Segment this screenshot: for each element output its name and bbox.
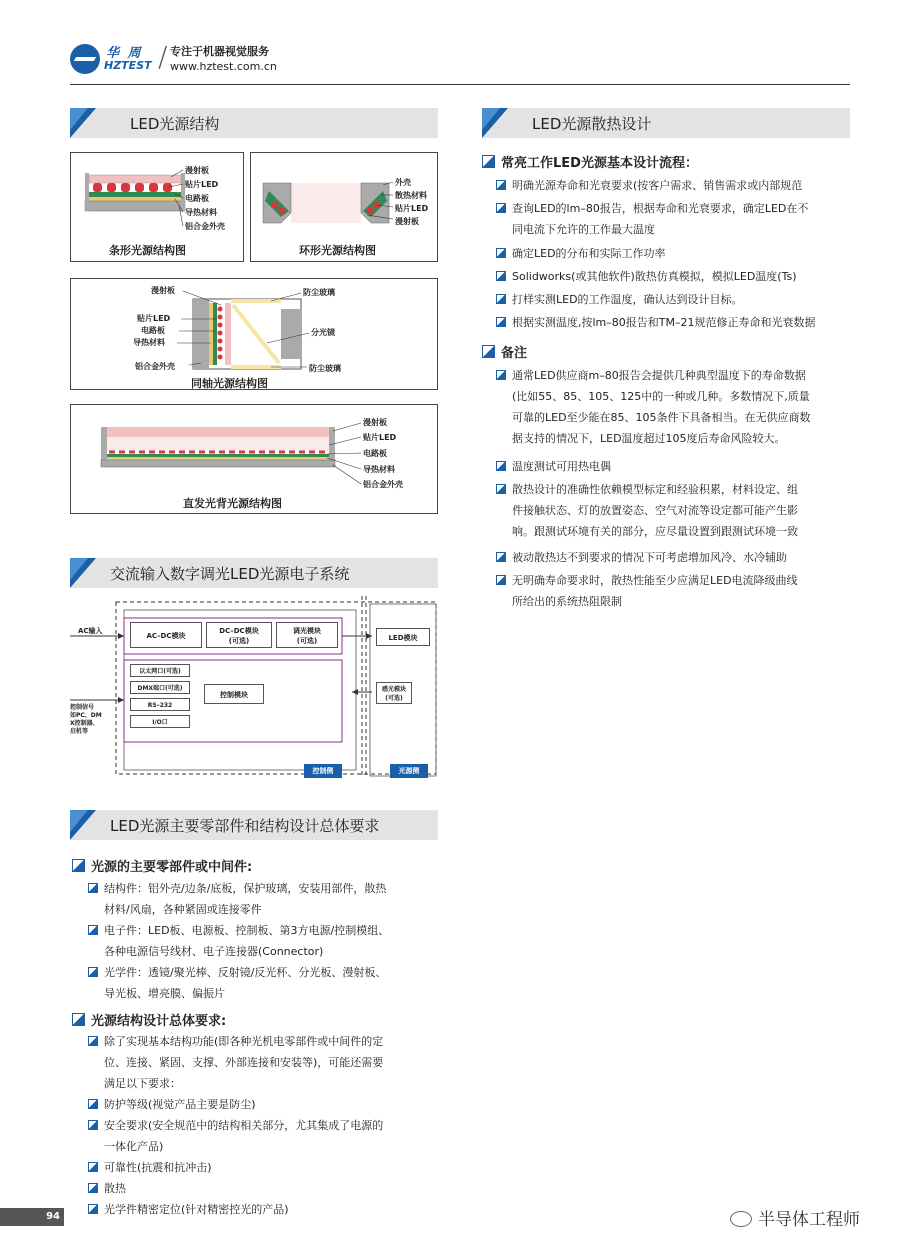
system-dcdc-module: DC–DC模块 (可选) bbox=[206, 622, 272, 648]
bullet-icon bbox=[88, 1183, 98, 1193]
figure-bar-light bbox=[70, 152, 244, 262]
system-control-module: 控制模块 bbox=[204, 684, 264, 704]
page-header bbox=[70, 40, 850, 85]
bullet-icon bbox=[88, 883, 98, 893]
logo-en: HZTEST bbox=[104, 59, 152, 72]
section-thermal bbox=[482, 108, 850, 138]
section-structure bbox=[70, 108, 438, 138]
bullet-icon bbox=[496, 461, 506, 471]
figure-ring-light bbox=[250, 152, 438, 262]
coax-label-led: 贴片LED bbox=[137, 314, 171, 323]
system-light-side: 光源侧 bbox=[390, 764, 428, 778]
bar-label-diffuser: 漫射板 bbox=[185, 166, 209, 175]
header-url[interactable]: www.hztest.com.cn bbox=[170, 60, 277, 73]
system-led-module: LED模块 bbox=[376, 628, 430, 646]
section-marker-inner-icon bbox=[70, 558, 88, 580]
thermal-note: 通常LED供应商m–80报告会提供几种典型温度下的寿命数据 (比如55、85、105、125中的一种或几种。多数情况下,质量 可靠的LED至少能在85、105条件下具备相当。在无供应商数 据支持的情况下，LED温度超过105度后寿命风险较大。 bbox=[512, 365, 852, 449]
components-item: 散热 bbox=[104, 1178, 440, 1199]
ring-label-thermal: 散热材料 bbox=[395, 191, 427, 200]
bullet-icon bbox=[496, 180, 506, 190]
thermal-note: 散热设计的准确性依赖模型标定和经验积累，材料设定、组 件接触状态、灯的放置姿态、空气对流等设定都可能产生影 响。跟测试环境有关的部分，应尽量设置到跟测试环境一致 bbox=[512, 479, 852, 542]
bullet-icon bbox=[88, 1120, 98, 1130]
thermal-note: 被动散热达不到要求的情况下可考虑增加风冷、水冷辅助 bbox=[512, 547, 852, 568]
thermal-item: 查询LED的lm–80报告，根据寿命和光衰要求，确定LED在不 同电流下允许的工作最大温度 bbox=[512, 198, 852, 240]
section-ac-system bbox=[70, 558, 438, 588]
bullet-icon bbox=[496, 317, 506, 327]
coax-label-thermal: 导热材料 bbox=[133, 338, 165, 347]
components-item: 电子件：LED板、电源板、控制板、第3方电源/控制模组、 各种电源信号线材、电子连接器(Connector) bbox=[104, 920, 440, 962]
header-tagline: 专注于机器视觉服务 bbox=[170, 45, 269, 58]
section-structure-title: LED光源结构 bbox=[130, 115, 220, 133]
ring-label-housing: 外壳 bbox=[395, 178, 411, 187]
thermal-note: 温度测试可用热电偶 bbox=[512, 456, 852, 477]
system-port-io: I/O口 bbox=[130, 715, 190, 728]
backlight-label-housing: 铝合金外壳 bbox=[363, 480, 403, 489]
components-item: 可靠性(抗震和抗冲击) bbox=[104, 1157, 440, 1178]
section-ac-system-title: 交流输入数字调光LED光源电子系统 bbox=[110, 565, 350, 583]
bar-label-led: 贴片LED bbox=[185, 180, 219, 189]
bullet-icon bbox=[88, 1036, 98, 1046]
header-divider: / bbox=[158, 40, 168, 73]
thermal-item: 打样实测LED的工作温度，确认达到设计目标。 bbox=[512, 289, 852, 310]
components-heading-2: 光源结构设计总体要求: bbox=[72, 1010, 226, 1029]
bullet-icon bbox=[88, 1099, 98, 1109]
bullet-icon bbox=[88, 925, 98, 935]
system-dimming-module: 调光模块 (可选) bbox=[276, 622, 338, 648]
system-port-dmx: DMX端口(可选) bbox=[130, 681, 190, 694]
bullet-icon bbox=[496, 294, 506, 304]
bullet-icon bbox=[496, 370, 506, 380]
components-item: 光学件：透镜/聚光棒、反射镜/反光杯、分光板、漫射板、 导光板、增亮膜、偏振片 bbox=[104, 962, 440, 1004]
backlight-label-led: 贴片LED bbox=[363, 433, 397, 442]
components-item: 结构件：铝外壳/边条/底板，保护玻璃，安装用部件，散热 材料/风扇，各种紧固或连接零件 bbox=[104, 878, 440, 920]
thermal-heading-1: 常亮工作LED光源基本设计流程： bbox=[482, 152, 698, 171]
section-marker-inner-icon bbox=[482, 108, 500, 130]
bar-label-pcb: 电路板 bbox=[185, 194, 209, 203]
backlight-caption: 直发光背光源结构图 bbox=[183, 497, 282, 510]
bullet-icon bbox=[496, 484, 506, 494]
system-acdc-module: AC–DC模块 bbox=[130, 622, 202, 648]
coax-label-glass-top: 防尘玻璃 bbox=[303, 288, 335, 297]
bar-label-thermal: 导热材料 bbox=[185, 208, 217, 217]
backlight-label-thermal: 导热材料 bbox=[363, 465, 395, 474]
bullet-icon bbox=[88, 967, 98, 977]
wechat-icon bbox=[730, 1211, 752, 1227]
components-item: 防护等级(视觉产品主要是防尘) bbox=[104, 1094, 440, 1115]
section-thermal-title: LED光源散热设计 bbox=[532, 115, 652, 133]
bullet-icon bbox=[496, 271, 506, 281]
section-components bbox=[70, 810, 438, 840]
figure-coaxial-light bbox=[70, 278, 438, 390]
thermal-item: Solidworks(或其他软件)散热仿真模拟，模拟LED温度(Ts) bbox=[512, 266, 852, 287]
system-sensor-module: 感光模块 (可选) bbox=[376, 682, 412, 704]
bullet-icon bbox=[88, 1162, 98, 1172]
bullet-icon bbox=[496, 575, 506, 585]
ring-caption: 环形光源结构图 bbox=[299, 244, 376, 257]
bar-caption: 条形光源结构图 bbox=[109, 244, 186, 257]
thermal-heading-2: 备注 bbox=[482, 342, 527, 361]
thermal-item: 根据实测温度,按lm–80报告和TM–21规范修正寿命和光衰数据 bbox=[512, 312, 852, 333]
bar-label-housing: 铝合金外壳 bbox=[185, 222, 225, 231]
backlight-label-diffuser: 漫射板 bbox=[363, 418, 387, 427]
system-control-input: 控制信号 如PC、DM X控制器、 启机等 bbox=[70, 704, 102, 735]
thermal-item: 明确光源寿命和光衰要求(按客户需求、销售需求或内部规范 bbox=[512, 175, 852, 196]
coax-label-glass-bottom: 防尘玻璃 bbox=[309, 364, 341, 373]
section-marker-inner-icon bbox=[70, 810, 88, 832]
system-control-side: 控制侧 bbox=[304, 764, 342, 778]
coax-label-housing: 铝合金外壳 bbox=[135, 362, 175, 371]
backlight-label-pcb: 电路板 bbox=[363, 449, 387, 458]
system-port-rs232: RS–232 bbox=[130, 698, 190, 711]
bullet-icon bbox=[496, 203, 506, 213]
coax-label-pcb: 电路板 bbox=[141, 326, 165, 335]
components-heading-1: 光源的主要零部件或中间件: bbox=[72, 856, 252, 875]
coax-label-diffuser: 漫射板 bbox=[151, 286, 175, 295]
components-item: 光学件精密定位(针对精密控光的产品) bbox=[104, 1199, 440, 1220]
logo-cn: 华 周 bbox=[106, 46, 143, 61]
page-number: 94 bbox=[0, 1208, 64, 1226]
coax-label-splitter: 分光镜 bbox=[311, 328, 335, 337]
components-item: 安全要求(安全规范中的结构相关部分，尤其集成了电源的 一体化产品) bbox=[104, 1115, 440, 1157]
ring-label-diffuser: 漫射板 bbox=[395, 217, 419, 226]
coax-caption: 同轴光源结构图 bbox=[191, 377, 268, 390]
ring-label-led: 贴片LED bbox=[395, 204, 429, 213]
system-diagram bbox=[70, 596, 442, 786]
system-ac-input: AC输入 bbox=[78, 627, 103, 635]
hztest-logo-icon bbox=[70, 44, 100, 74]
bullet-icon bbox=[496, 248, 506, 258]
thermal-note: 无明确寿命要求时，散热性能至少应满足LED电流降级曲线 所给出的系统热阻限制 bbox=[512, 570, 852, 612]
bullet-icon bbox=[88, 1204, 98, 1214]
components-item: 除了实现基本结构功能(即各种光机电零部件或中间件的定 位、连接、紧固、支撑、外部连接和安装等)，可能还需要 满足以下要求： bbox=[104, 1031, 440, 1094]
bullet-icon bbox=[496, 552, 506, 562]
system-port-ethernet: 以太网口(可选) bbox=[130, 664, 190, 677]
figure-backlight bbox=[70, 404, 438, 514]
section-components-title: LED光源主要零部件和结构设计总体要求 bbox=[110, 817, 380, 835]
section-marker-inner-icon bbox=[70, 108, 88, 130]
watermark: 半导体工程师 bbox=[730, 1205, 860, 1230]
thermal-item: 确定LED的分布和实际工作功率 bbox=[512, 243, 852, 264]
